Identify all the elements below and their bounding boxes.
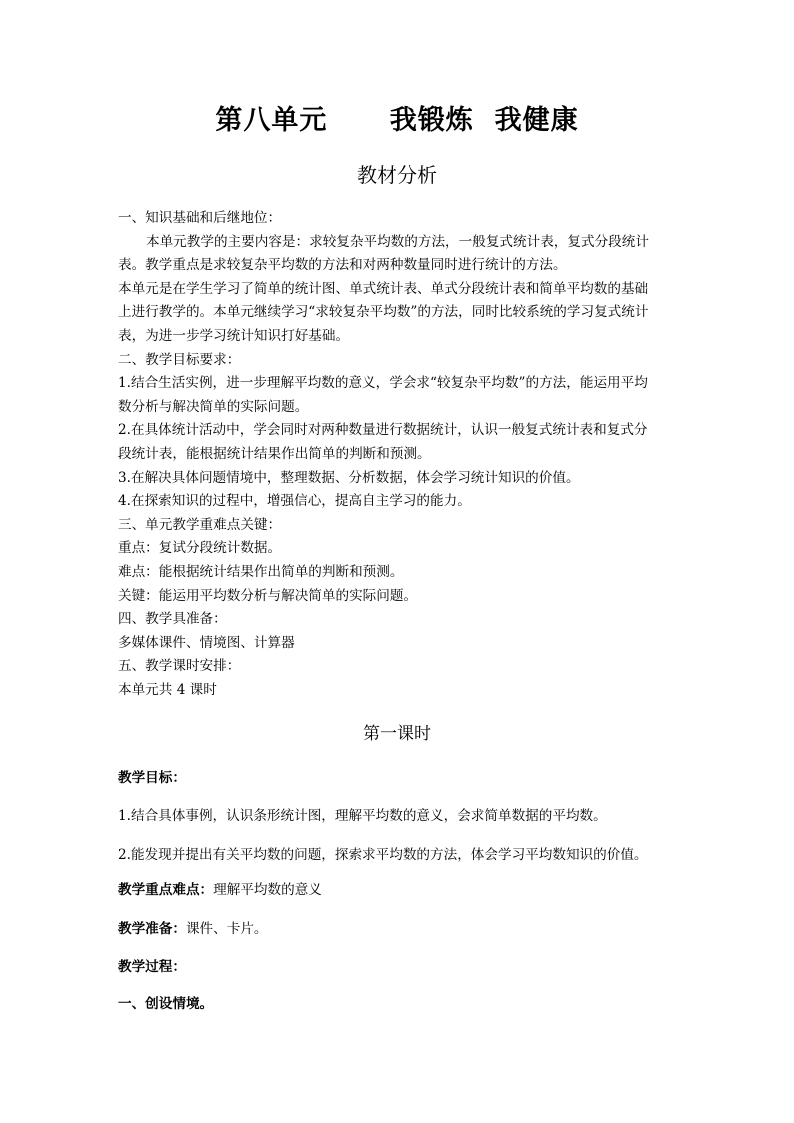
preparation-value: 课件、卡片。 [185, 921, 268, 937]
heading-materials: 四、教学具准备： [118, 611, 227, 628]
heading-schedule: 五、教学课时安排： [118, 658, 241, 675]
process-heading: 教学过程： [118, 959, 186, 975]
goal-line: 3.在解决具体问题情境中，整理数据、分析数据，体会学习统计知识的价值。 [118, 469, 580, 486]
goal-line: 4.在探索知识的过程中，增强信心，提高自主学习的能力。 [118, 493, 471, 510]
paragraph-line: 表。教学重点是求较复杂平均数的方法和对两种数量同时进行统计的方法。 [118, 257, 567, 274]
paragraph-line: 本单元教学的主要内容是：求较复杂平均数的方法，一般复式统计表，复式分段统计 [146, 233, 649, 250]
goal-line: 段统计表，能根据统计结果作出简单的判断和预测。 [118, 445, 431, 462]
key-difficulty-value: 理解平均数的意义 [213, 882, 322, 898]
lesson-goal-1: 1.结合具体事例，认识条形统计图，理解平均数的意义，会求简单数据的平均数。 [118, 808, 607, 824]
goal-line: 1.结合生活实例，进一步理解平均数的意义，学会求“较复杂平均数”的方法，能运用平均 [118, 375, 648, 392]
goals-heading: 教学目标： [118, 770, 186, 786]
analysis-body [118, 207, 678, 702]
heading-teaching-goals: 二、教学目标要求： [118, 351, 241, 368]
key-difficulty-label: 教学重点难点： [118, 882, 214, 898]
section-subtitle: 教材分析 [357, 163, 437, 187]
heading-knowledge-basis: 一、知识基础和后继地位： [118, 210, 282, 226]
paragraph-line: 表，为进一步学习统计知识打好基础。 [118, 327, 350, 344]
preparation-label: 教学准备： [118, 921, 186, 937]
key-point-line: 关键：能运用平均数分析与解决简单的实际问题。 [118, 587, 418, 604]
preparation-row [118, 919, 268, 939]
lesson-title: 第一课时 [363, 724, 431, 744]
heading-key-points: 三、单元教学重难点关键： [118, 516, 282, 533]
key-point-line: 难点：能根据统计结果作出简单的判断和预测。 [118, 563, 404, 580]
goal-line: 2.在具体统计活动中，学会同时对两种数量进行数据统计，认识一般复式统计表和复式分 [118, 422, 648, 439]
process-step-1: 一、创设情境。 [118, 996, 214, 1012]
paragraph-line: 上进行教学的。本单元继续学习“求较复杂平均数”的方法，同时比较系统的学习复式统计 [118, 304, 649, 321]
goal-line: 数分析与解决简单的实际问题。 [118, 398, 309, 415]
schedule-line: 本单元共 4 课时 [118, 681, 217, 698]
key-difficulty-row [118, 880, 322, 900]
materials-line: 多媒体课件、情境图、计算器 [118, 634, 295, 651]
lesson-goal-2: 2.能发现并提出有关平均数的问题，探索求平均数的方法，体会学习平均数知识的价值。 [118, 847, 648, 863]
key-point-line: 重点：复试分段统计数据。 [118, 540, 282, 557]
page-title: 第八单元 我锻炼 我健康 [215, 105, 579, 136]
paragraph-line: 本单元是在学生学习了简单的统计图、单式统计表、单式分段统计表和简单平均数的基础 [118, 280, 649, 297]
